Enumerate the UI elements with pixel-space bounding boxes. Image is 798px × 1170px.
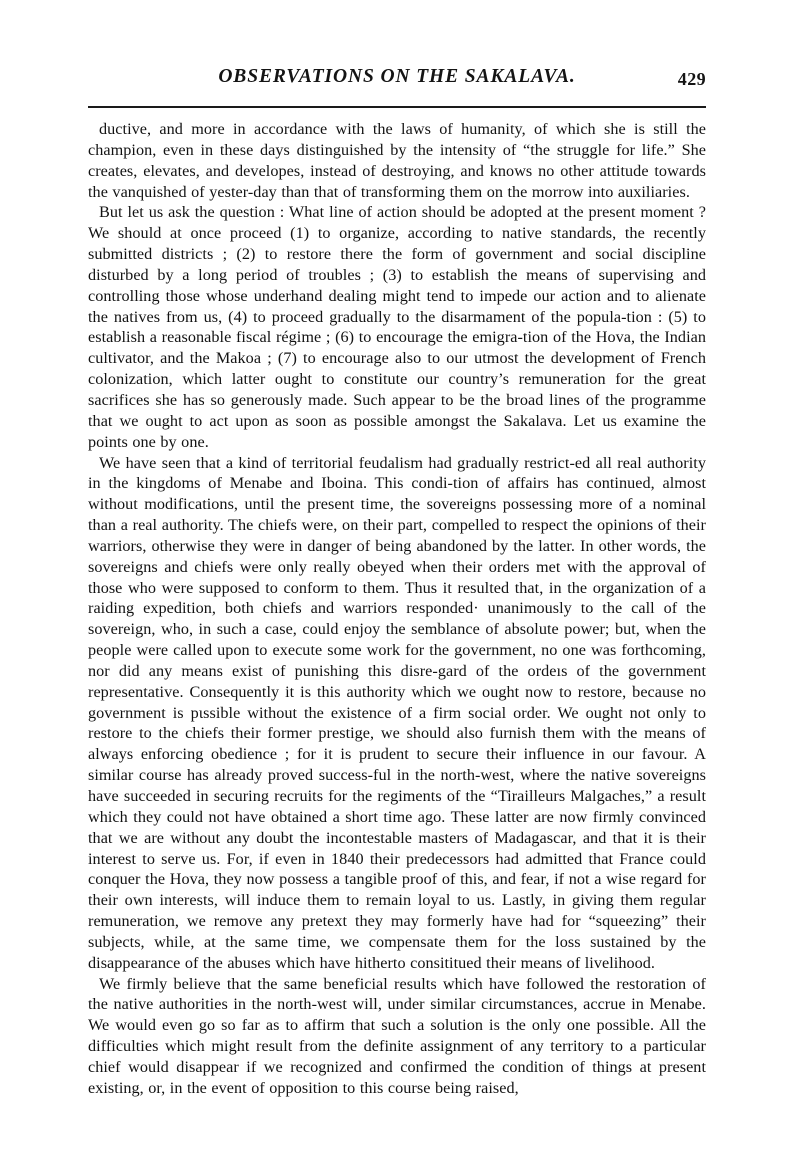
paragraph: ductive, and more in accordance with the laws of humanity, of which she is still the champion, even in these days distinguished by the intensity of “the struggle for life.” She creates, elevates, and developes, instead of destroying, and knows no other attitude towards the vanquished of yester-day than that of transforming them on the morrow into auxiliaries. — [88, 120, 706, 201]
page-content — [88, 66, 706, 1099]
paragraph: But let us ask the question : What line of action should be adopted at the present moment ? We should at once proceed (1) to organize, according to native standards, the recently submitted districts ; (2) to restore there the form of government and social discipline disturbed by a long period of troubles ; (3) to establish the means of supervising and controlling those whose underhand dealing might tend to impede our action and to alienate the natives from us, (4) to proceed gradually to the disarmament of the popula-tion : (5) to establish a reasonable fiscal régime ; (6) to encourage the emigra-tion of the Hova, the Indian cultivator, and the Makoa ; (7) to encourage also to our utmost the development of French colonization, which latter ought to constitute our country’s remuneration for the great sacrifices she has so generously made. Such appear to be the broad lines of the programme that we ought to act upon as soon as possible amongst the Sakalava. Let us examine the points one by one. — [88, 203, 706, 451]
body-text — [88, 119, 706, 1099]
page-number: 429 — [677, 69, 706, 89]
header-rule — [88, 106, 706, 108]
paragraph: We have seen that a kind of territorial feudalism had gradually restrict-ed all real authority in the kingdoms of Menabe and Iboina. This condi-tion of affairs has continued, almost without modifications, until the present time, the sovereigns possessing more of a nominal than a real authority. The chiefs were, on their part, compelled to respect the opinions of their warriors, otherwise they were in danger of being abandoned by the latter. In other words, the sovereigns and chiefs were only really obeyed when their orders met with the approval of those who were supposed to conform to them. Thus it resulted that, in the organization of a raiding expedition, both chiefs and warriors responded· unanimously to the call of the sovereign, who, in such a case, could enjoy the semblance of absolute power; but, when the people were called upon to execute some work for the government, no one was forthcoming, nor did any means exist of punishing this disre-gard of the ordeıs of the government representative. Consequently it is this authority which we ought now to restore, because no government is pιssible without the existence of a firm social order. We ought not only to restore to the chiefs their former prestige, we should also furnish them with the means of always enforcing obedience ; for it is prudent to secure their influence in our favour. A similar course has already proved success-ful in the north-west, where the native sovereigns have succeeded in securing recruits for the regiments of the “Tirailleurs Malgaches,” a result which they could not have obtained a short time ago. These latter are now firmly convinced that we are without any doubt the incontestable masters of Madagascar, and that it is their interest to serve us. For, if even in 1840 their predecessors had admitted that France could conquer the Hova, they now possess a tangible proof of this, and fear, if not a wise regard for their own interests, will induce them to remain loyal to us. Lastly, in giving them regular remuneration, we remove any pretext they may formerly have had for “squeezing” their subjects, while, at the same time, we compensate them for the loss sustained by the disappearance of the abuses which have hitherto consititued their means of livelihood. — [88, 453, 706, 972]
running-header — [88, 66, 706, 100]
paragraph: We firmly believe that the same beneficial results which have followed the restoration of the native authorities in the north-west will, under similar circumstances, accrue in Menabe. We would even go so far as to affirm that such a solution is the only one possible. All the difficulties which might result from the definite assignment of any territory to a particular chief would disappear if we recognized and confirmed the condition of things at present existing, or, in the event of opposition to this course being raised, — [88, 974, 706, 1097]
running-head-title: OBSERVATIONS ON THE SAKALAVA. — [218, 66, 576, 87]
